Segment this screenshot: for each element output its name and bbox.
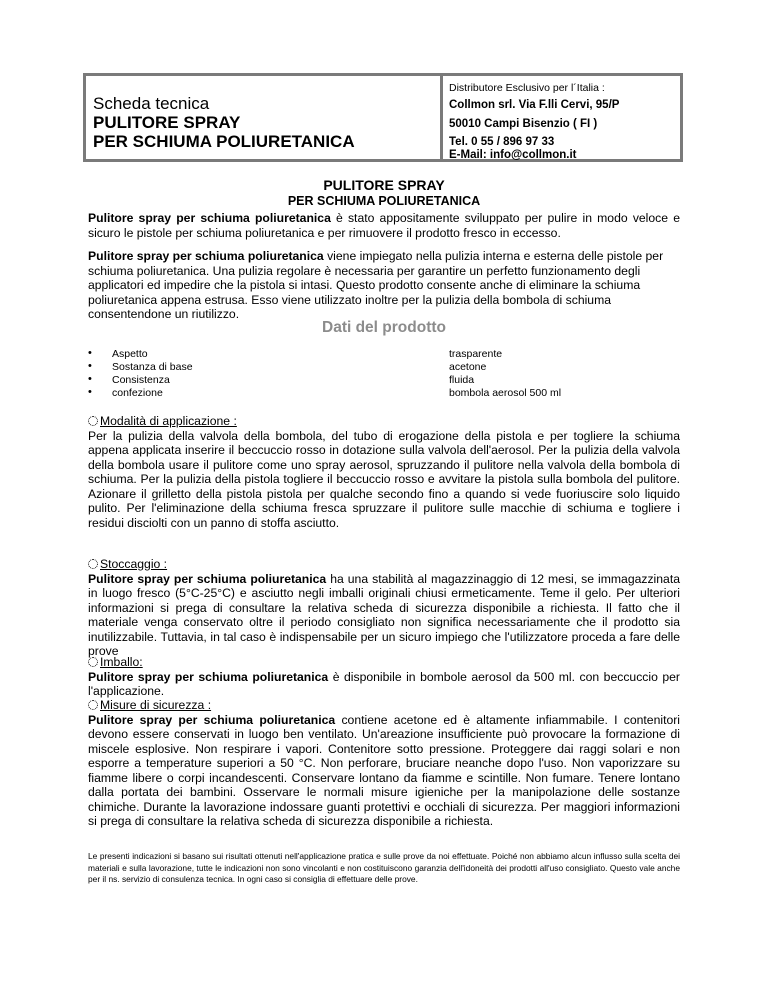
distributor-label: Distributore Esclusivo per l´Italia :	[449, 82, 605, 94]
gear-icon	[88, 700, 98, 710]
product-data-row	[88, 387, 680, 400]
storage-heading-text: Stoccaggio :	[100, 557, 168, 571]
document-title-line2: PER SCHIUMA POLIURETANICA	[93, 132, 355, 151]
packaging-heading-text: Imballo:	[100, 655, 143, 669]
product-data-row	[88, 374, 680, 387]
gear-icon	[88, 416, 98, 426]
product-title: PULITORE SPRAY	[323, 177, 445, 193]
packaging-heading	[88, 655, 680, 670]
safety-heading-text: Misure di sicurezza :	[100, 698, 212, 712]
packaging-text: è disponibile in bombole aerosol da 500 ml. con beccuccio per l'applicazione.	[88, 669, 680, 698]
distributor-city: 50010 Campi Bisenzio ( FI )	[449, 118, 598, 130]
intro-2-product-name: Pulitore spray per schiuma poliuretanica	[88, 249, 324, 263]
application-section	[88, 414, 680, 530]
packaging-section	[88, 655, 680, 699]
packaging-product-name: Pulitore spray per schiuma poliuretanica	[88, 669, 329, 684]
storage-text: ha una stabilità al magazzinaggio di 12 mesi, se immagazzinata in luogo fresco (5°C-25°C) e asciutto negli imballi originali chiusi ermeticamente. Teme il gelo. Per ulteriori informazioni si prega di consultare la relativa scheda di sicurezza disponibile a richiesta. Il fatto che il materiale venga conservato oltre il periodo consigliato non significa necessariamente che il prodotto sia inutilizzabile. Tuttavia, in tal caso è indispensabile per un sicuro impiego che l'utilizzatore proceda a fare delle prove	[88, 571, 680, 658]
property-value: bombola aerosol 500 ml	[449, 387, 562, 399]
header-divider	[440, 76, 443, 159]
property-label: Aspetto	[112, 348, 148, 360]
safety-text: contiene acetone ed è altamente infiammabile. I contenitori devono essere conservati in luogo ben ventilato. Un'areazione insufficiente può provocare la formazione di miscele esplosive. Non respirare i vapori. Contenitore sotto pressione. Proteggere dai raggi solari e non esporre a temperature superiori a 50 °C. Non perforare, bruciare neanche dopo l'uso. Non vaporizzare su fiamme libere o corpi incandescenti. Conservare lontano da fiamme e scintille. Non fumare. Tenere lontano dalla portata dei bambini. Osservare le normali misure igieniche per la manipolazione delle sostanze chimiche. Durante la lavorazione indossare guanti protettivi e occhiali di sicurezza. Per maggiori informazioni si prega di consultare la relativa scheda di sicurezza disponibile a richiesta.	[88, 712, 681, 828]
distributor-phone: Tel. 0 55 / 896 97 33	[449, 136, 555, 148]
gear-icon	[88, 559, 98, 569]
gear-icon	[88, 657, 98, 667]
document-type: Scheda tecnica	[93, 94, 210, 113]
document-title-line1: PULITORE SPRAY	[93, 113, 241, 132]
bullet-icon: •	[88, 386, 92, 398]
application-heading	[88, 414, 680, 429]
distributor-email: E-Mail: info@collmon.it	[449, 149, 577, 161]
header-box	[83, 73, 683, 162]
product-data-heading: Dati del prodotto	[322, 319, 446, 336]
bullet-icon: •	[88, 360, 92, 372]
intro-1-text: è stato appositamente sviluppato per pulire in modo veloce e sicuro le pistole per schiuma poliuretanica e per rimuovere il prodotto fresco in eccesso.	[88, 211, 680, 240]
intro-paragraph-1	[88, 211, 680, 240]
property-value: acetone	[449, 361, 487, 373]
property-label: confezione	[112, 387, 163, 399]
safety-heading	[88, 698, 680, 713]
bullet-icon: •	[88, 373, 92, 385]
disclaimer: Le presenti indicazioni si basano sui risultati ottenuti nell'applicazione pratica e sulle prove da noi effettuate. Poiché non abbiamo alcun influsso sulla scelta dei materiali e sulla lavorazione, tutte le indicazioni non sono vincolanti e non costituiscono garanzia dell'idoneità dei prodotti all'uso consigliato. Questo vale anche per il ns. servizio di consulenza tecnica. In ogni caso si consiglia di effettuare delle prove.	[88, 851, 680, 884]
application-text: Per la pulizia della valvola della bombola, del tubo di erogazione della pistola e per togliere la schiuma appena applicata inserire il beccuccio rosso in dotazione sulla valvola dell'aerosol. Per la pulizia della valvola della bombola usare il pulitore come uno spray aerosol, spruzzando il pulitore nella valvola della bombola di schiuma. Per la pulizia della pistola togliere il beccuccio rosso e avvitare la pistola sulla bombola del pulitore. Azionare il grilletto della pistola pistola per qualche secondo fino a quando si vede fuoriuscire solo liquido pulito. Per l'eliminazione della schiuma fresca spruzzare il pulitore sulle macchie di schiuma e togliere i residui disciolti con un panno di stoffa asciutto.	[88, 428, 680, 530]
property-value: trasparente	[449, 348, 503, 360]
storage-heading	[88, 557, 680, 572]
product-data-row	[88, 348, 680, 361]
safety-product-name: Pulitore spray per schiuma poliuretanica	[88, 712, 336, 727]
storage-section	[88, 557, 680, 659]
property-label: Consistenza	[112, 374, 170, 386]
product-data-row	[88, 361, 680, 374]
property-label: Sostanza di base	[112, 361, 193, 373]
distributor-company: Collmon srl. Via F.lli Cervi, 95/P	[449, 99, 620, 111]
application-heading-text: Modalità di applicazione :	[100, 414, 237, 428]
product-subtitle: PER SCHIUMA POLIURETANICA	[287, 194, 481, 208]
property-value: fluida	[449, 374, 475, 386]
product-data-list	[88, 348, 680, 400]
bullet-icon: •	[88, 347, 92, 359]
storage-product-name: Pulitore spray per schiuma poliuretanica	[88, 571, 327, 586]
safety-section	[88, 698, 680, 829]
intro-paragraph-2	[88, 249, 680, 322]
intro-1-product-name: Pulitore spray per schiuma poliuretanica	[88, 211, 331, 225]
intro-2-text: viene impiegato nella pulizia interna e esterna delle pistole per schiuma poliuretanica. Una pulizia regolare è necessaria per garantire un perfetto funzionamento degli applicatori ed impedire che la pistola si intasi. Questo prodotto consente anche di eliminare la schiuma poliuretanica appena estrusa. Esso viene utilizzato inoltre per la pulizia della bombola di schiuma consentendone un riutilizzo.	[88, 249, 664, 321]
